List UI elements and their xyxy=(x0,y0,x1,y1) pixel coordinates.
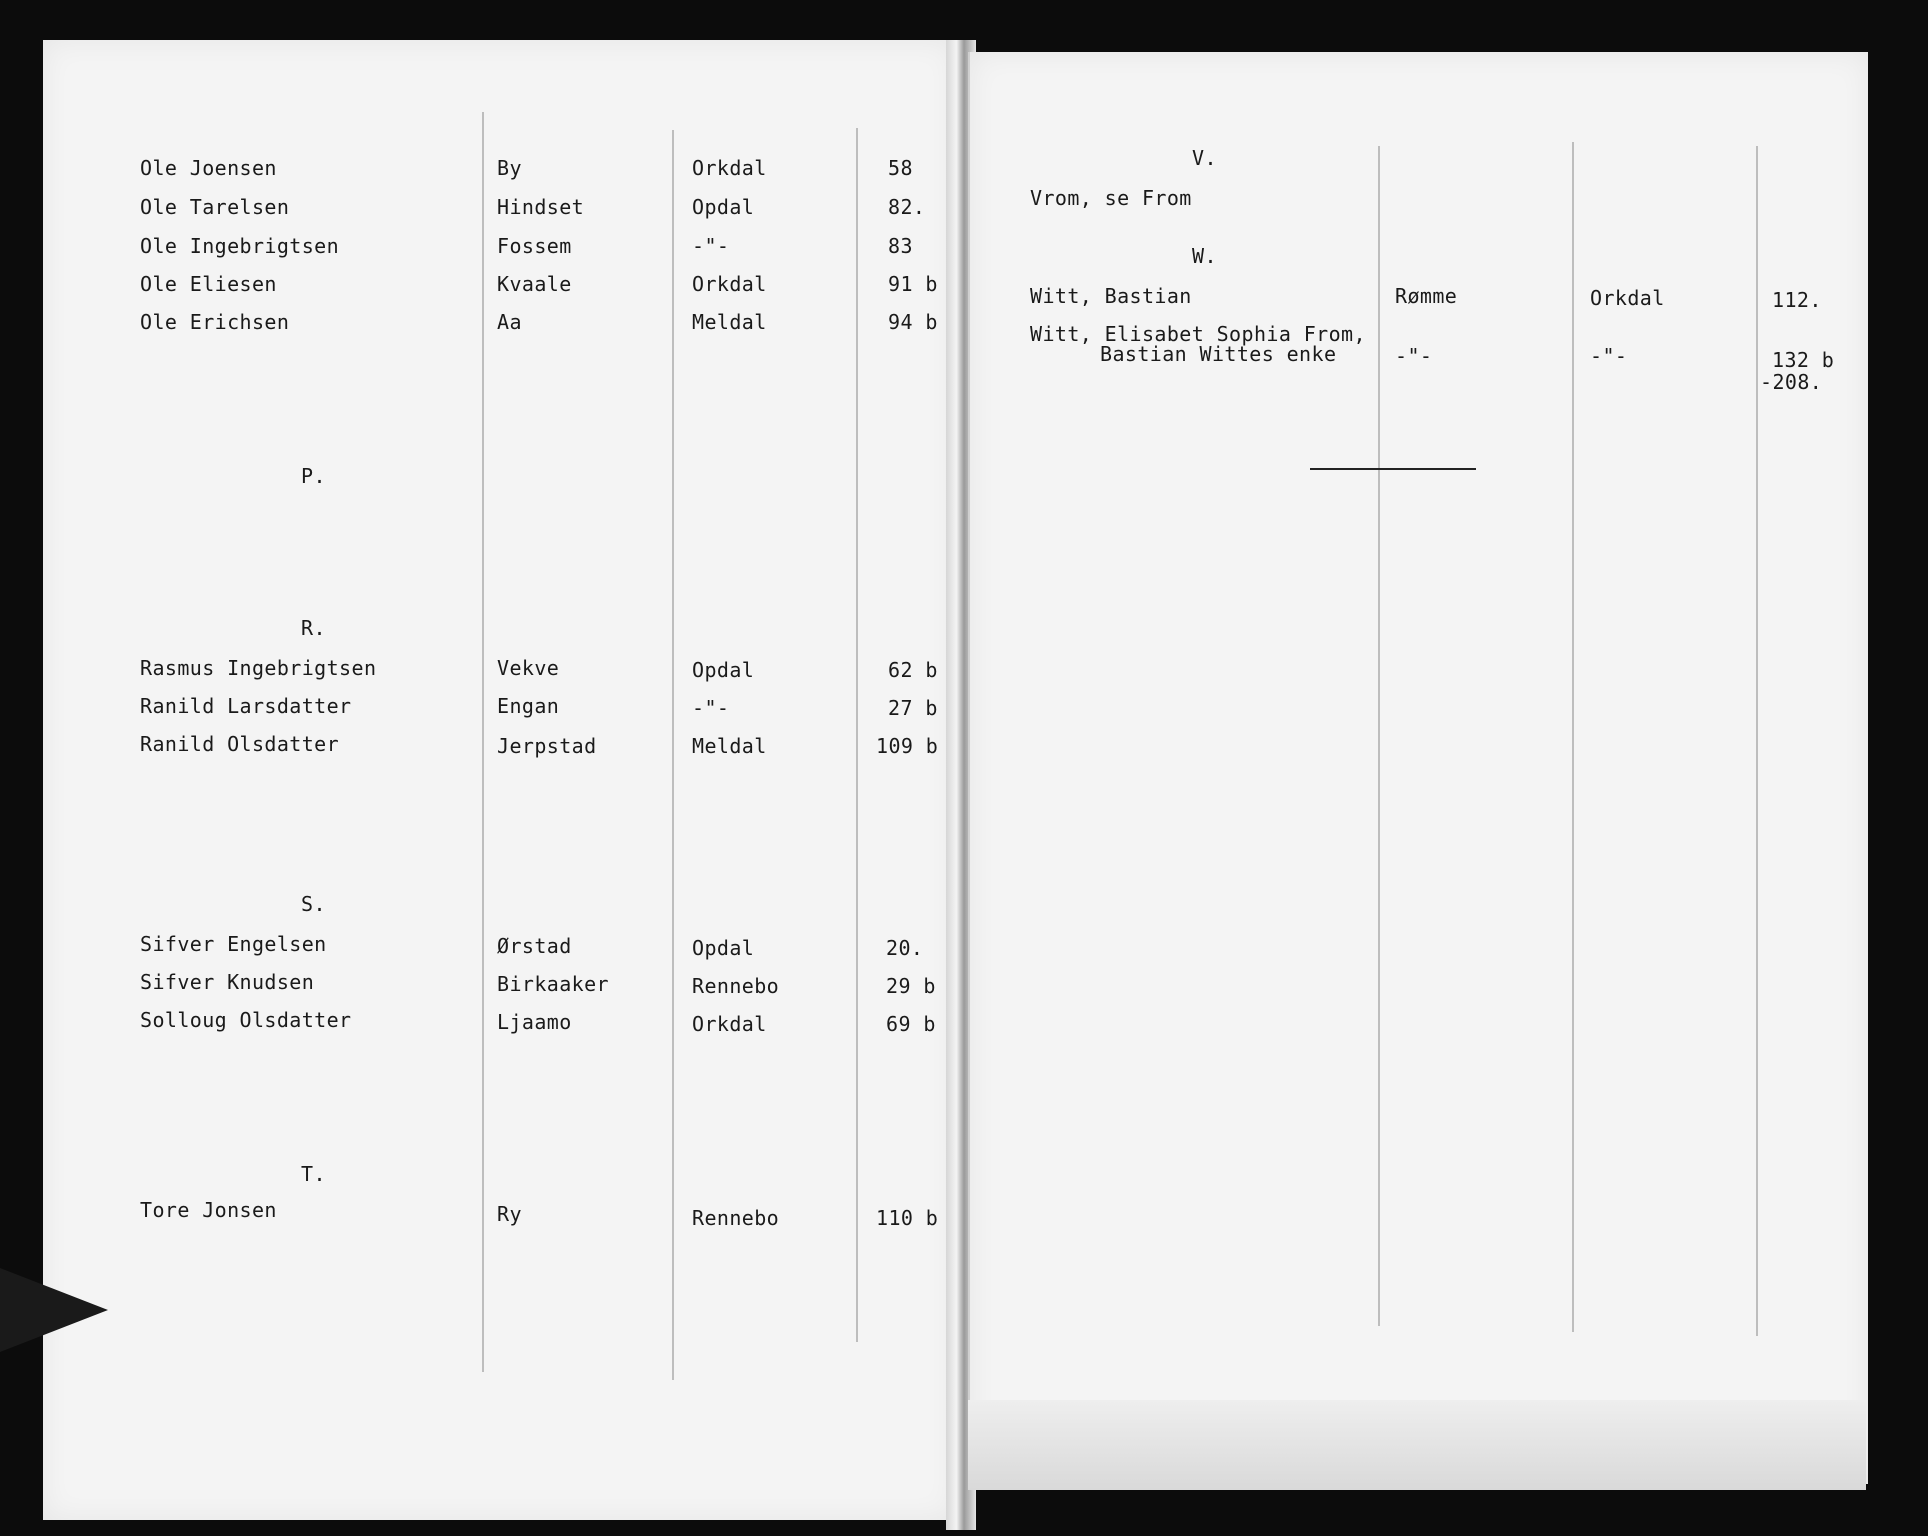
entry-place: Kvaale xyxy=(497,272,572,296)
column-rule xyxy=(672,130,674,1380)
entry-place: -"- xyxy=(1395,344,1433,368)
entry-page: 83 xyxy=(888,234,913,258)
entry-name: Rasmus Ingebrigtsen xyxy=(140,656,377,680)
entry-page: 58 xyxy=(888,156,913,180)
entry-parish: Meldal xyxy=(692,310,767,334)
section-heading: V. xyxy=(1192,146,1217,170)
page-edge-shadow xyxy=(968,1400,1866,1490)
entry-parish: -"- xyxy=(692,696,730,720)
entry-parish: Orkdal xyxy=(692,1012,767,1036)
entry-parish: Orkdal xyxy=(1590,286,1665,310)
entry-parish: Opdal xyxy=(692,936,755,960)
entry-place: Birkaaker xyxy=(497,972,609,996)
section-heading: W. xyxy=(1192,244,1217,268)
entry-parish: -"- xyxy=(692,234,730,258)
entry-name: Ole Tarelsen xyxy=(140,195,290,219)
right-page xyxy=(968,52,1868,1484)
entry-page-continued: -208. xyxy=(1760,370,1823,394)
entry-name-continued: Bastian Wittes enke xyxy=(1100,342,1337,366)
section-heading: S. xyxy=(301,892,326,916)
entry-name: Ole Ingebrigtsen xyxy=(140,234,340,258)
entry-page: 20. xyxy=(886,936,924,960)
corner-tab-mark xyxy=(0,1268,108,1352)
entry-parish: Rennebo xyxy=(692,974,780,998)
entry-page: 82. xyxy=(888,195,926,219)
entry-name: Ole Joensen xyxy=(140,156,277,180)
entry-page: 110 b xyxy=(876,1206,939,1230)
entry-parish: Opdal xyxy=(692,658,755,682)
entry-parish: Rennebo xyxy=(692,1206,780,1230)
entry-page: 112. xyxy=(1772,288,1822,312)
cross-reference: Vrom, se From xyxy=(1030,186,1192,210)
entry-place: Ry xyxy=(497,1202,522,1226)
entry-parish: Orkdal xyxy=(692,156,767,180)
entry-name: Ole Eliesen xyxy=(140,272,277,296)
entry-place: Ørstad xyxy=(497,934,572,958)
entry-name: Witt, Bastian xyxy=(1030,284,1192,308)
entry-place: Fossem xyxy=(497,234,572,258)
entry-name: Ranild Larsdatter xyxy=(140,694,352,718)
section-heading: R. xyxy=(301,616,326,640)
entry-place: Hindset xyxy=(497,195,585,219)
entry-parish: Meldal xyxy=(692,734,767,758)
entry-place: Ljaamo xyxy=(497,1010,572,1034)
entry-name: Sifver Engelsen xyxy=(140,932,327,956)
entry-page: 27 b xyxy=(888,696,938,720)
entry-page: 62 b xyxy=(888,658,938,682)
entry-place: Engan xyxy=(497,694,560,718)
entry-place: Aa xyxy=(497,310,522,334)
entry-place: Rømme xyxy=(1395,284,1458,308)
section-heading: P. xyxy=(301,464,326,488)
column-rule xyxy=(1378,146,1380,1326)
entry-name: Ole Erichsen xyxy=(140,310,290,334)
column-rule xyxy=(1572,142,1574,1332)
entry-place: Jerpstad xyxy=(497,734,597,758)
entry-place: By xyxy=(497,156,522,180)
end-rule xyxy=(1310,468,1476,470)
entry-page: 132 b xyxy=(1772,348,1835,372)
entry-parish: Opdal xyxy=(692,195,755,219)
entry-page: 91 b xyxy=(888,272,938,296)
left-page xyxy=(43,40,955,1520)
section-heading: T. xyxy=(301,1162,326,1186)
entry-name: Tore Jonsen xyxy=(140,1198,277,1222)
entry-name: Solloug Olsdatter xyxy=(140,1008,352,1032)
entry-name: Sifver Knudsen xyxy=(140,970,315,994)
column-rule xyxy=(856,128,858,1342)
entry-page: 94 b xyxy=(888,310,938,334)
entry-page: 109 b xyxy=(876,734,939,758)
column-rule xyxy=(482,112,484,1372)
entry-parish: -"- xyxy=(1590,344,1628,368)
entry-page: 29 b xyxy=(886,974,936,998)
entry-place: Vekve xyxy=(497,656,560,680)
entry-parish: Orkdal xyxy=(692,272,767,296)
entry-page: 69 b xyxy=(886,1012,936,1036)
entry-name: Witt, Elisabet Sophia From, xyxy=(1030,322,1366,346)
entry-name: Ranild Olsdatter xyxy=(140,732,340,756)
column-rule xyxy=(1756,146,1758,1336)
